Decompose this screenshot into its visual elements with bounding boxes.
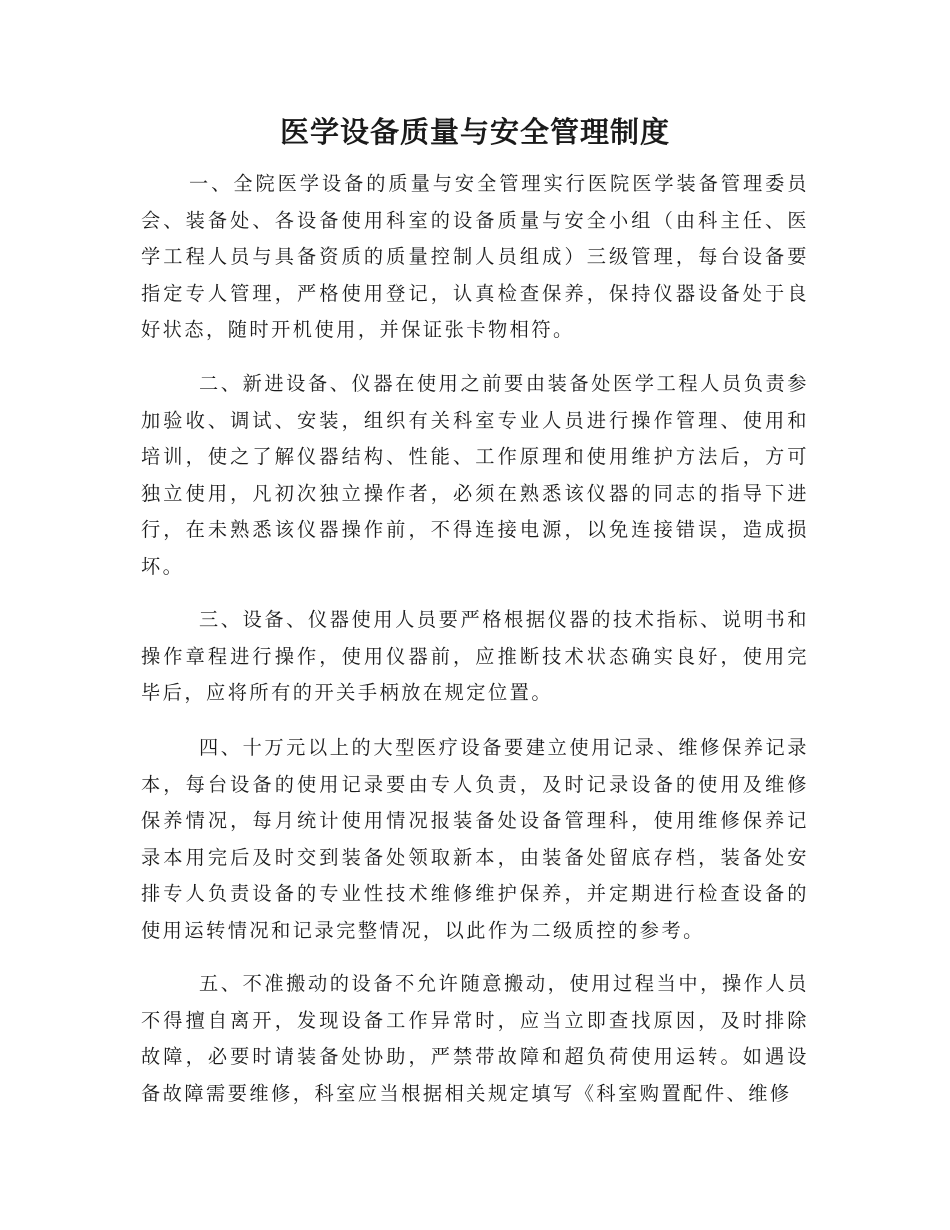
document-title: 医学设备质量与安全管理制度: [279, 115, 670, 149]
paragraph-4: 四、十万元以上的大型医疗设备要建立使用记录、维修保养记录本，每台设备的使用记录要由专人负责，及时记录设备的使用及维修保养情况，每月统计使用情况报装备处设备管理科，使用维修保养记录本用完后及时交到装备处领取新本，由装备处留底存档，装备处安排专人负责设备的专业性技术维修维护保养，并定期进行检查设备的使用运转情况和记录完整情况，以此作为二级质控的参考。: [141, 736, 809, 942]
paragraph-3: 三、设备、仪器使用人员要严格根据仪器的技术指标、说明书和操作章程进行操作，使用仪器前，应推断技术状态确实良好，使用完毕后，应将所有的开关手柄放在规定位置。: [141, 608, 809, 704]
paragraph-1: 一、全院医学设备的质量与安全管理实行医院医学装备管理委员会、装备处、各设备使用科室的设备质量与安全小组（由科主任、医学工程人员与具备资质的质量控制人员组成）三级管理，每台设备要指定专人管理，严格使用登记，认真检查保养，保持仪器设备处于良好状态，随时开机使用，并保证张卡物相符。: [141, 172, 809, 341]
paragraph-2: 二、新进设备、仪器在使用之前要由装备处医学工程人员负责参加验收、调试、安装，组织有关科室专业人员进行操作管理、使用和培训，使之了解仪器结构、性能、工作原理和使用维护方法后，方可独立使用，凡初次独立操作者，必须在熟悉该仪器的同志的指导下进行，在未熟悉该仪器操作前，不得连接电源，以免连接错误，造成损坏。: [141, 372, 809, 578]
paragraph-5: 五、不准搬动的设备不允许随意搬动，使用过程当中，操作人员不得擅自离开，发现设备工作异常时，应当立即查找原因，及时排除故障，必要时请装备处协助，严禁带故障和超负荷使用运转。如遇设备故障需要维修，科室应当根据相关规定填写《科室购置配件、维修: [141, 972, 809, 1105]
